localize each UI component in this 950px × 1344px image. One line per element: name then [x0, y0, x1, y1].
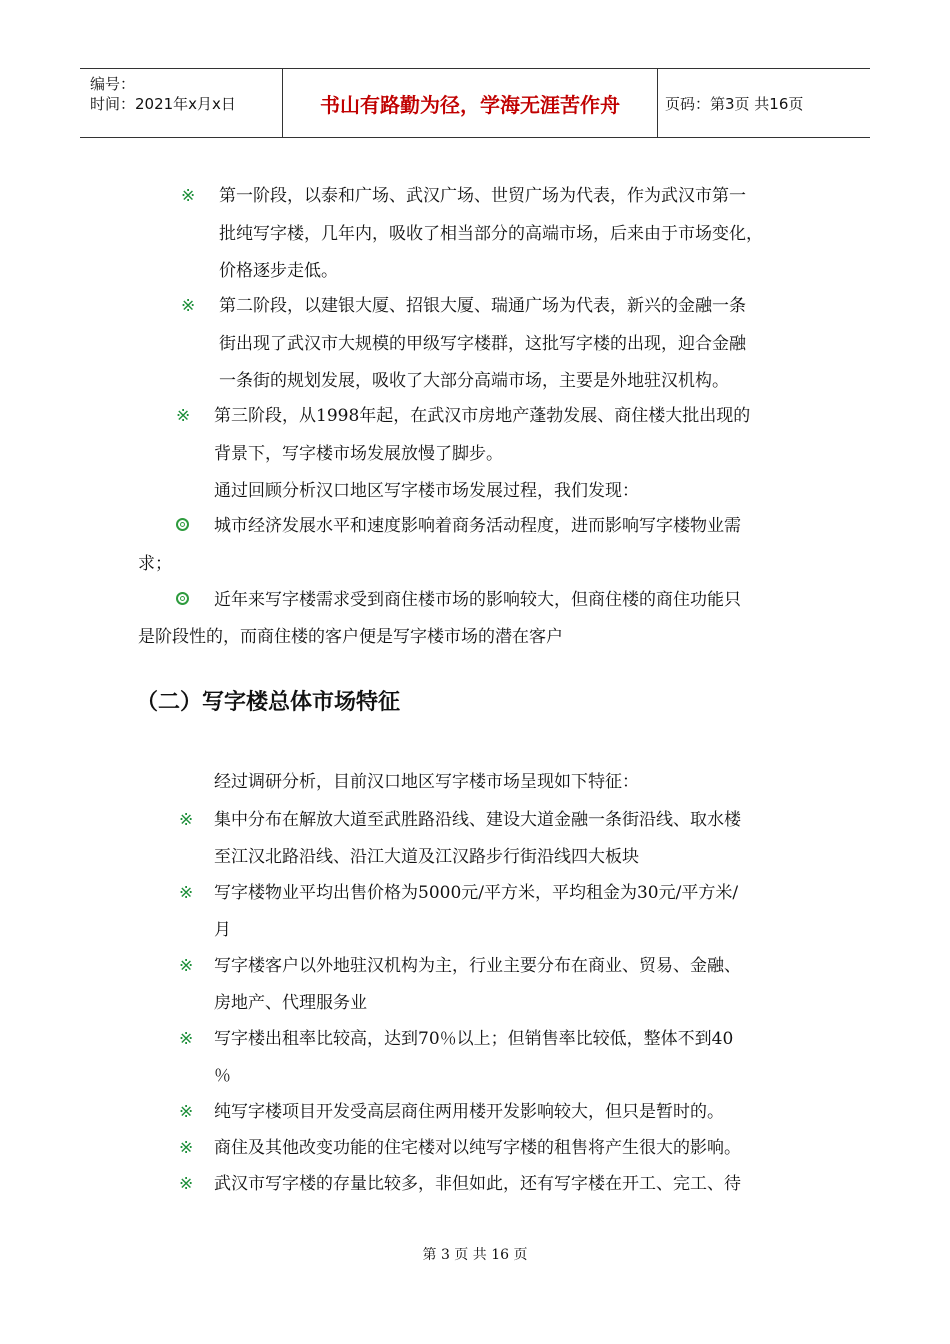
paragraph-line: 至江汉北路沿线、沿江大道及江汉路步行街沿线四大板块	[214, 847, 639, 867]
date-label: 时间：2021年x月x日	[90, 95, 236, 113]
reference-mark-icon: ※	[181, 186, 196, 206]
number-label: 编号：	[90, 75, 136, 93]
summary-line: 通过回顾分析汉口地区写字楼市场发展过程，我们发现：	[214, 481, 639, 501]
reference-mark-icon: ※	[179, 810, 194, 830]
paragraph-line: 集中分布在解放大道至武胜路沿线、建设大道金融一条街沿线、取水楼	[214, 810, 741, 830]
reference-mark-icon: ※	[181, 296, 196, 316]
paragraph-line: 纯写字楼项目开发受高层商住两用楼开发影响较大，但只是暂时的。	[214, 1102, 724, 1122]
paragraph-line: ％	[214, 1066, 231, 1086]
section-heading: （二）写字楼总体市场特征	[136, 690, 401, 715]
reference-mark-icon: ※	[176, 406, 191, 426]
reference-mark-icon: ※	[179, 1174, 194, 1194]
paragraph-line: 写字楼物业平均出售价格为5000元/平方米，平均租金为30元/平方米/	[214, 883, 739, 903]
reference-mark-icon: ※	[179, 1138, 194, 1158]
paragraph-line: 房地产、代理服务业	[214, 993, 367, 1013]
page-header	[80, 68, 870, 138]
intro-line: 经过调研分析，目前汉口地区写字楼市场呈现如下特征：	[214, 772, 639, 792]
paragraph-line: 背景下，写字楼市场发展放慢了脚步。	[214, 444, 503, 464]
header-meta	[80, 69, 281, 137]
paragraph-line: 批纯写字楼，几年内，吸收了相当部分的高端市场，后来由于市场变化，	[219, 224, 763, 244]
paragraph-line: 商住及其他改变功能的住宅楼对以纯写字楼的租售将产生很大的影响。	[214, 1138, 741, 1158]
page-footer: 第 3 页 共 16 页	[422, 1247, 528, 1263]
paragraph-line: 街出现了武汉市大规模的甲级写字楼群，这批写字楼的出现，迎合金融	[219, 334, 746, 354]
reference-mark-icon: ※	[179, 1029, 194, 1049]
reference-mark-icon: ※	[179, 883, 194, 903]
header-motto: 书山有路勤为径，学海无涯苦作舟	[282, 69, 658, 137]
paragraph-line: 城市经济发展水平和速度影响着商务活动程度，进而影响写字楼物业需	[214, 516, 741, 536]
double-circle-icon	[176, 592, 189, 605]
paragraph-line: 第二阶段，以建银大厦、招银大厦、瑞通广场为代表，新兴的金融一条	[219, 296, 746, 316]
paragraph-line: 写字楼客户以外地驻汉机构为主，行业主要分布在商业、贸易、金融、	[214, 956, 741, 976]
reference-mark-icon: ※	[179, 1102, 194, 1122]
reference-mark-icon: ※	[179, 956, 194, 976]
header-page-label: 页码：第3页 共16页	[665, 94, 804, 113]
paragraph-line: 近年来写字楼需求受到商住楼市场的影响较大，但商住楼的商住功能只	[214, 590, 741, 610]
paragraph-line: 求；	[138, 554, 172, 574]
paragraph-line: 价格逐步走低。	[219, 261, 338, 281]
paragraph-line: 一条街的规划发展，吸收了大部分高端市场，主要是外地驻汉机构。	[219, 371, 729, 391]
paragraph-line: 第一阶段，以泰和广场、武汉广场、世贸广场为代表，作为武汉市第一	[219, 186, 746, 206]
paragraph-line: 武汉市写字楼的存量比较多，非但如此，还有写字楼在开工、完工、待	[214, 1174, 741, 1194]
paragraph-line: 第三阶段，从1998年起，在武汉市房地产蓬勃发展、商住楼大批出现的	[214, 406, 751, 426]
paragraph-line: 写字楼出租率比较高，达到70％以上；但销售率比较低，整体不到40	[214, 1029, 734, 1049]
double-circle-icon	[176, 518, 189, 531]
paragraph-line: 月	[214, 920, 231, 940]
paragraph-line: 是阶段性的，而商住楼的客户便是写字楼市场的潜在客户	[138, 627, 563, 647]
